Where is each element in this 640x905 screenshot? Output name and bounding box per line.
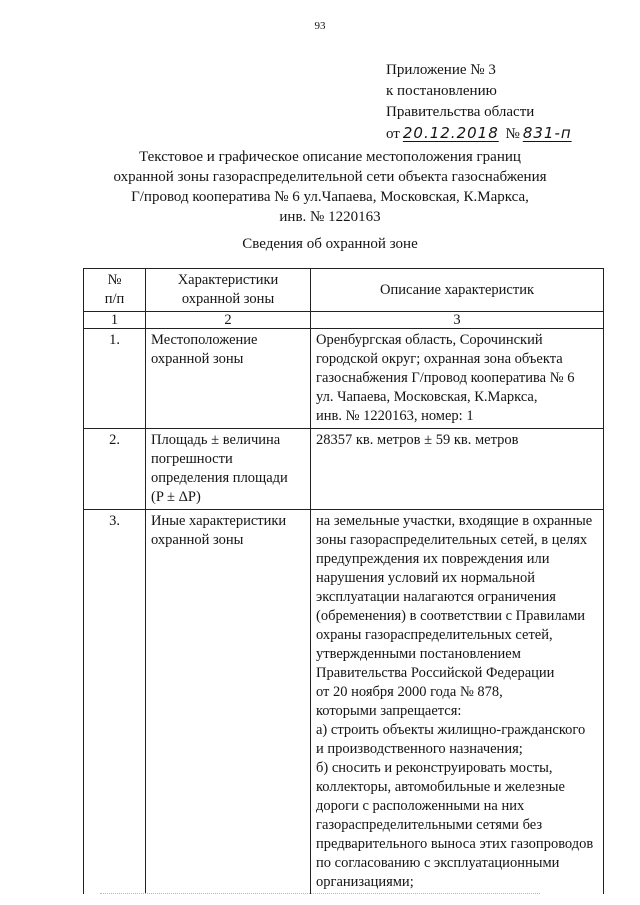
column-number: 3 [311, 312, 604, 329]
row-description [311, 329, 604, 429]
header-num-line-2: п/п [104, 291, 125, 307]
description-line: от 20 ноября 2000 года № 878, [316, 684, 503, 700]
characteristic-line: определения площади [151, 470, 288, 486]
description-line: предварительного выноса этих газопроводов [316, 836, 594, 852]
description-line: организациями; [316, 874, 414, 890]
description-line: дороги с расположенными на них [316, 798, 525, 814]
characteristic-line: охранной зоны [151, 351, 244, 367]
description-line: утвержденными постановлением [316, 646, 521, 662]
appendix-authority: Правительства области [386, 104, 535, 120]
header-characteristics [146, 269, 311, 312]
description-line: нарушения условий их нормальной [316, 570, 536, 586]
row-number: 2. [84, 429, 146, 510]
characteristic-line: (P ± ΔP) [151, 489, 201, 505]
description-line: по согласованию с эксплуатационными [316, 855, 560, 871]
title-line-2: охранной зоны газораспределительной сети объекта газоснабжения [113, 169, 547, 185]
description-line: (обременения) в соответствии с Правилами [316, 608, 586, 624]
column-number: 2 [146, 312, 311, 329]
description-line: коллекторы, автомобильные и железные [316, 779, 565, 795]
appendix-block [386, 60, 575, 145]
appendix-number-sign: № [505, 126, 520, 142]
row-description [311, 429, 604, 510]
document-title [60, 147, 600, 227]
column-number: 1 [84, 312, 146, 329]
zone-info-table [83, 268, 604, 894]
header-num-line-1: № [107, 272, 122, 288]
description-line: а) строить объекты жилищно-гражданского [316, 722, 586, 738]
table-row [84, 329, 604, 429]
header-num [84, 269, 146, 312]
appendix-date: 20.12.2018 [402, 124, 499, 142]
title-line-1: Текстовое и графическое описание местоположения границ [139, 149, 521, 165]
characteristic-line: Площадь ± величина [151, 432, 281, 448]
description-line: ул. Чапаева, Московская, К.Маркса, [316, 389, 538, 405]
characteristic-line: Иные характеристики [151, 513, 287, 529]
header-char-line-2: охранной зоны [181, 291, 275, 307]
description-line: 28357 кв. метров ± 59 кв. метров [316, 432, 519, 448]
appendix-title: Приложение № 3 [386, 62, 496, 78]
description-line: газоснабжения Г/провод кооператива № 6 [316, 370, 575, 386]
header-description: Описание характеристик [311, 269, 604, 312]
description-line: газораспределительными сетями без [316, 817, 543, 833]
row-characteristic [146, 329, 311, 429]
description-line: Оренбургская область, Сорочинский [316, 332, 543, 348]
table-row [84, 510, 604, 895]
row-characteristic [146, 510, 311, 895]
appendix-date-line [386, 123, 575, 145]
page-bottom-edge [100, 893, 540, 896]
title-line-4: инв. № 1220163 [279, 209, 381, 225]
row-characteristic [146, 429, 311, 510]
row-number: 3. [84, 510, 146, 895]
row-number: 1. [84, 329, 146, 429]
description-line: и производственного назначения; [316, 741, 523, 757]
column-number-row [84, 312, 604, 329]
description-line: Правительства Российской Федерации [316, 665, 555, 681]
appendix-doc-number: 831-п [522, 124, 572, 142]
section-subtitle: Сведения об охранной зоне [242, 236, 418, 252]
description-line: предупреждения их повреждения или [316, 551, 550, 567]
description-line: б) сносить и реконструировать мосты, [316, 760, 553, 776]
description-line: эксплуатации налагаются ограничения [316, 589, 556, 605]
header-char-line-1: Характеристики [177, 272, 279, 288]
table-row [84, 429, 604, 510]
description-line: которыми запрещается: [316, 703, 462, 719]
title-line-3: Г/провод кооператива № 6 ул.Чапаева, Московская, К.Маркса, [131, 189, 529, 205]
description-line: на земельные участки, входящие в охранные [316, 513, 593, 529]
table-header-row [84, 269, 604, 312]
characteristic-line: охранной зоны [151, 532, 244, 548]
description-line: инв. № 1220163, номер: 1 [316, 408, 474, 424]
description-line: зоны газораспределительных сетей, в целях [316, 532, 588, 548]
characteristic-line: Местоположение [151, 332, 258, 348]
description-line: городской округ; охранная зона объекта [316, 351, 563, 367]
description-line: охраны газораспределительных сетей, [316, 627, 553, 643]
row-description [311, 510, 604, 895]
characteristic-line: погрешности [151, 451, 233, 467]
page-number: 93 [314, 20, 326, 32]
appendix-reference: к постановлению [386, 83, 497, 99]
appendix-from-prefix: от [386, 126, 400, 142]
